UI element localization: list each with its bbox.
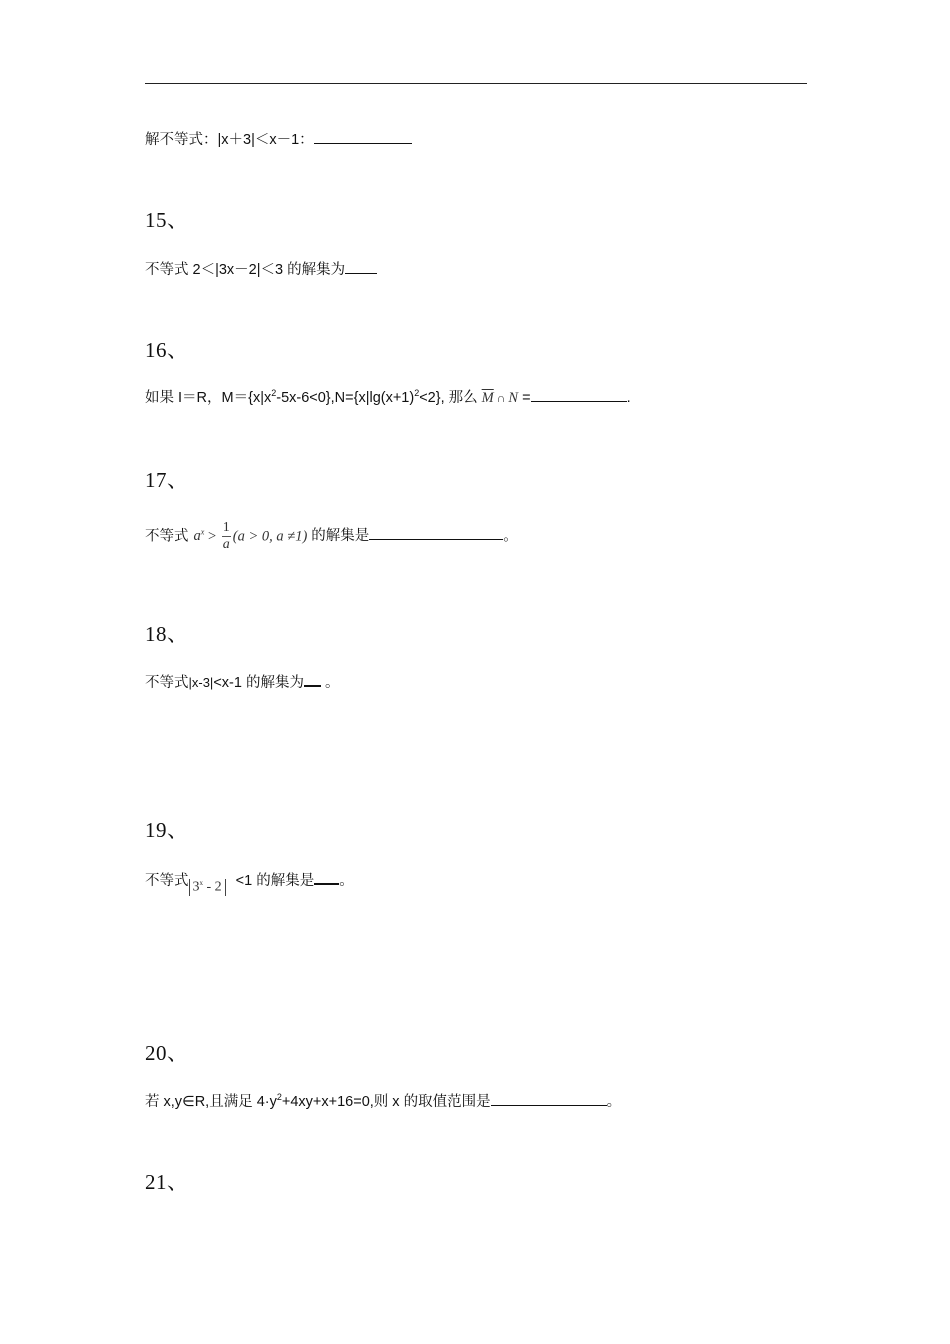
q16-end: .: [626, 390, 631, 406]
q14-text: 解不等式：|x＋3|＜x－1：: [145, 132, 314, 148]
q16-complement-M: $\overline{M}$: [481, 390, 494, 406]
q18-pre: 不等式: [145, 675, 189, 691]
q17-a: a: [193, 528, 201, 545]
q19-end: 。: [339, 873, 354, 889]
q20-end: 。: [606, 1094, 622, 1110]
q14-blank: [314, 131, 412, 144]
q20-line: [145, 1090, 621, 1111]
q17-end: 。: [503, 528, 518, 545]
q16-cap: ∩: [493, 391, 509, 405]
q19-abs-expression: [189, 879, 226, 896]
q16-N: N: [508, 390, 519, 406]
q17-number: 17、: [145, 468, 189, 492]
header-rule: [145, 83, 807, 84]
q15-text: 不等式 2＜|3x－2|＜3 的解集为: [145, 262, 346, 278]
q20-number: 20、: [145, 1041, 189, 1065]
q16-post: <2}, 那么: [419, 390, 478, 406]
q18-abs: |x-3|: [188, 675, 214, 690]
q20-post: +4xy+x+16=0,则 x 的取值范围是: [281, 1094, 491, 1110]
q18-line: [145, 671, 340, 692]
q17-condition: (a > 0, a ≠1): [232, 528, 308, 545]
q18-number: 18、: [145, 622, 189, 646]
q16-mid: -5x-6<0},N={x|lg(x+1): [276, 390, 415, 406]
q20-blank: [491, 1093, 607, 1106]
q16-number: 16、: [145, 338, 189, 362]
q19-post: <1 的解集是: [235, 873, 315, 889]
q17-blank: [369, 527, 503, 540]
q19-number: 19、: [145, 818, 189, 842]
q18-end: 。: [320, 675, 340, 691]
q16-pre: 如果 I＝R，M＝{x|x: [145, 390, 272, 406]
q20-sup: 2: [276, 1092, 282, 1103]
q17-fraction-den: a: [222, 537, 230, 552]
q19-abs-rest: - 2: [203, 880, 222, 895]
q16-sup2: 2: [414, 388, 420, 399]
q19-pre: 不等式: [145, 873, 189, 889]
q17-gt: >: [204, 528, 220, 545]
q17-xsup: x: [200, 527, 205, 537]
q17-line: [145, 520, 518, 553]
q18-blank: [304, 673, 321, 687]
q17-fraction: [222, 520, 231, 553]
q15-blank: [345, 261, 377, 274]
q18-post: <x-1 的解集为: [213, 675, 304, 691]
q20-pre: 若 x,y∈R,且满足 4·y: [145, 1094, 277, 1110]
q16-eq: =: [518, 390, 531, 406]
q15-line: [145, 258, 377, 279]
q19-abs-base: 3: [192, 880, 200, 895]
q16-sup1: 2: [271, 388, 277, 399]
q17-pre: 不等式: [145, 528, 189, 545]
q16-blank: [531, 389, 627, 402]
q16-line: [145, 386, 631, 407]
q17-fraction-num: 1: [222, 520, 230, 535]
q14-line: [145, 128, 412, 149]
q19-line: [145, 869, 354, 896]
q19-abs-sup: x: [199, 879, 203, 888]
q21-number: 21、: [145, 1170, 189, 1194]
q19-blank: [314, 871, 339, 885]
q15-number: 15、: [145, 208, 189, 232]
q17-post: 的解集是: [311, 528, 370, 545]
